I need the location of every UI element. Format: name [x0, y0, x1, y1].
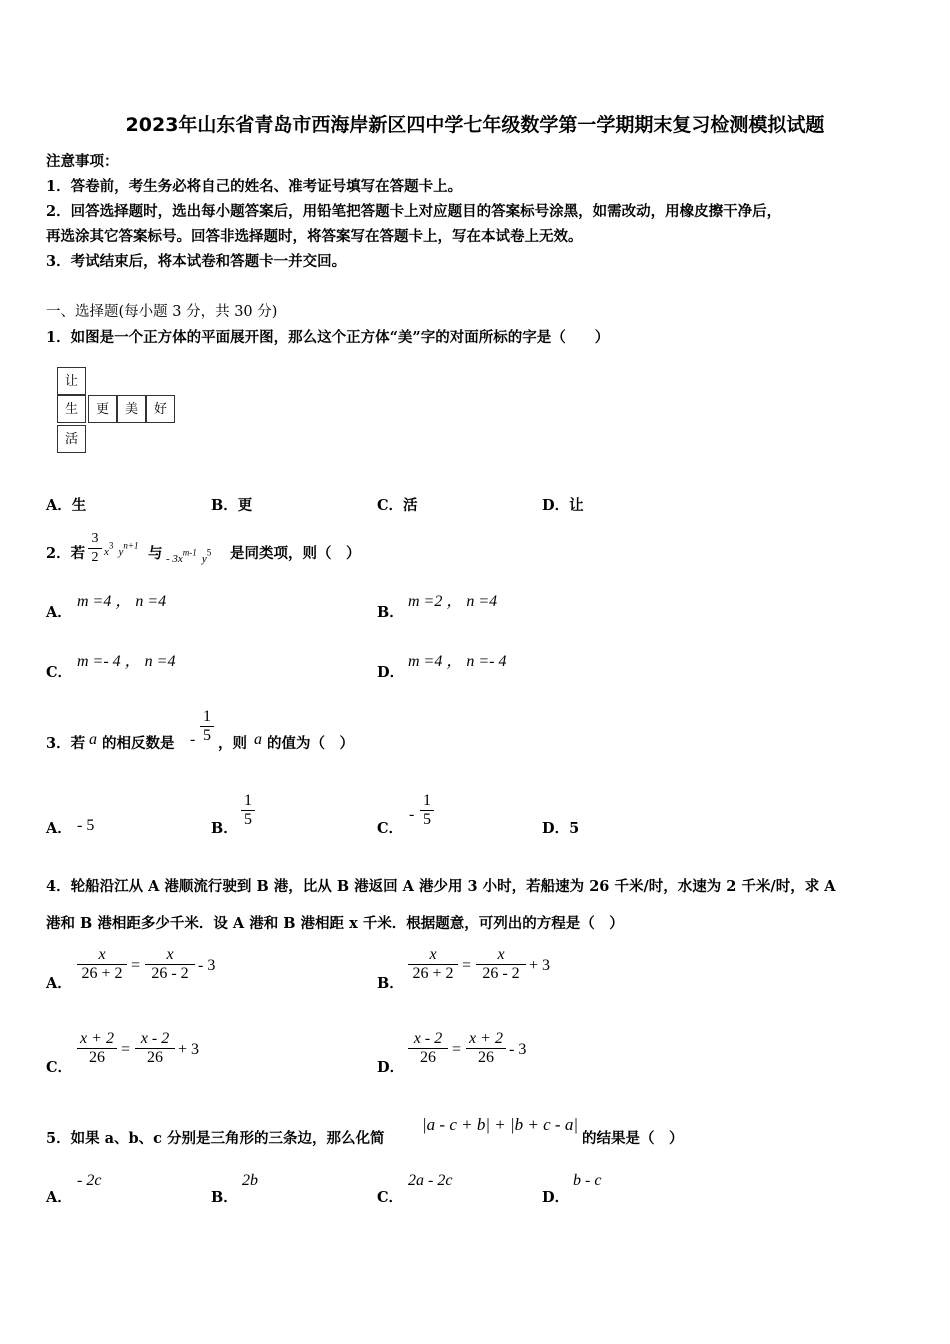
q3-fraction: [200, 708, 214, 745]
q4-a-tail: - 3: [198, 957, 216, 974]
q4-a-eq: =: [131, 957, 141, 974]
q4-b-frac-2: [476, 946, 526, 983]
q4-d-tail: - 3: [509, 1041, 527, 1058]
q4-option-b-label: B．: [377, 975, 404, 992]
q5-option-b-value: 2b: [242, 1172, 258, 1189]
q4-a-n1: x: [98, 946, 106, 963]
q2-term2-y: y: [201, 553, 207, 565]
q4-c-n2: x - 2: [140, 1030, 170, 1047]
q3-suffix: 的值为（ ）: [267, 735, 354, 752]
q2-term1-xexp: 3: [108, 540, 114, 551]
q5-option-c-label: C．: [377, 1189, 404, 1206]
q4-d-d2: 26: [478, 1049, 494, 1066]
section-heading: 一、选择题(每小题 3 分，共 30 分): [46, 304, 278, 320]
q4-c-eq: =: [121, 1041, 131, 1058]
q3-var2: a: [254, 731, 262, 748]
q4-a-n2: x: [166, 946, 174, 963]
q2-mid: 与: [148, 545, 163, 562]
q2-term2-coef: - 3x: [166, 553, 183, 565]
q3-var: a: [89, 731, 97, 748]
q5-suffix: 的结果是（ ）: [582, 1130, 684, 1147]
q3-option-a-value: - 5: [77, 817, 95, 834]
q3-frac-den: 5: [203, 727, 211, 744]
q4-option-c-label: C．: [46, 1059, 73, 1076]
q1-stem: 1．如图是一个正方体的平面展开图，那么这个正方体“美”字的对面所标的字是（ ）: [46, 329, 610, 346]
q4-d-d1: 26: [420, 1049, 436, 1066]
q3-mid: 的相反数是: [102, 735, 175, 752]
q5-option-a-label: A．: [46, 1189, 72, 1206]
q2-term2-yexp: 5: [206, 547, 212, 558]
q4-c-d2: 26: [147, 1049, 163, 1066]
q4-b-frac-1: [408, 946, 458, 983]
q3-prefix: 3．若: [46, 735, 86, 752]
q4-option-a-label: A．: [46, 975, 72, 992]
q4-b-d2: 26 - 2: [482, 965, 520, 982]
q3-b-num: 1: [244, 792, 252, 809]
q4-line-1: 4．轮船沿江从 A 港顺流行驶到 B 港，比从 B 港返回 A 港少用 3 小时，若船速为 26 千米/时，水速为 2 千米/时，求 A: [46, 878, 836, 895]
net-cell-2: 更: [88, 395, 117, 423]
q1-option-d: D．让: [542, 497, 584, 514]
q2-term1: [104, 540, 138, 559]
q1-option-a: A．生: [46, 497, 87, 514]
q4-option-d-label: D．: [377, 1059, 405, 1076]
q2-frac-den: 2: [91, 550, 99, 565]
q1-option-b: B．更: [211, 497, 253, 514]
page-title: 2023年山东省青岛市西海岸新区四中学七年级数学第一学期期末复习检测模拟试题: [125, 114, 825, 136]
q2-option-b-value: m =2 ， n =4: [408, 593, 498, 610]
q5-prefix: 5．如果 a、b、c 分别是三角形的三条边，那么化简: [46, 1130, 385, 1147]
q4-c-tail: + 3: [178, 1041, 200, 1058]
q3-option-b-label: B．: [211, 820, 238, 837]
q2-prefix: 2．若: [46, 545, 86, 562]
notice-item-2b: 再选涂其它答案标号。回答非选择题时，将答案写在答题卡上，写在本试卷上无效。: [46, 228, 583, 245]
q4-d-n1: x - 2: [413, 1030, 443, 1047]
q2-frac-num: 3: [91, 531, 99, 546]
net-cell-left: 生: [57, 395, 86, 423]
q3-b-den: 5: [244, 811, 252, 828]
q4-c-frac-2: [135, 1030, 175, 1067]
q4-a-d1: 26 + 2: [81, 965, 123, 982]
q4-b-tail: + 3: [529, 957, 551, 974]
q4-b-n1: x: [429, 946, 437, 963]
q3-c-den: 5: [423, 811, 431, 828]
q2-option-a-value: m =4 ， n =4: [77, 593, 167, 610]
q2-option-b-label: B．: [377, 604, 404, 621]
q2-term2-xexp: m-1: [182, 547, 197, 558]
q4-c-frac-1: [77, 1030, 117, 1067]
notice-heading: 注意事项：: [46, 153, 119, 170]
q2-option-a-label: A．: [46, 604, 72, 621]
q4-a-frac-2: [145, 946, 195, 983]
q2-term1-x: x: [104, 546, 109, 558]
q5-option-d-value: b - c: [573, 1172, 602, 1189]
net-cell-4: 好: [146, 395, 175, 423]
q3-c-num: 1: [423, 792, 431, 809]
q2-option-c-value: m =- 4 ， n =4: [77, 653, 176, 670]
q3-option-c-neg: -: [409, 806, 415, 823]
q5-option-a-value: - 2c: [77, 1172, 102, 1189]
q2-option-d-value: m =4 ， n =- 4: [408, 653, 507, 670]
notice-item-3: 3．考试结束后，将本试卷和答题卡一并交回。: [46, 253, 347, 270]
q3-option-c-fraction: [420, 792, 434, 829]
q4-d-frac-2: [466, 1030, 506, 1067]
notice-item-1: 1．答卷前，考生务必将自己的姓名、准考证号填写在答题卡上。: [46, 178, 463, 195]
q3-option-b-fraction: [241, 792, 255, 829]
q2-fraction: [88, 530, 102, 567]
q2-term1-y: y: [118, 546, 124, 558]
q3-neg: -: [190, 731, 196, 748]
q4-line-2: 港和 B 港相距多少千米．设 A 港和 B 港相距 x 千米．根据题意，可列出的方程是（ ）: [46, 915, 624, 932]
q2-term2: [166, 547, 211, 566]
net-cell-3: 美: [117, 395, 146, 423]
q2-option-d-label: D．: [377, 664, 405, 681]
q4-d-n2: x + 2: [469, 1030, 503, 1047]
q4-d-frac-1: [408, 1030, 448, 1067]
q1-option-c: C．活: [377, 497, 418, 514]
q3-option-c-label: C．: [377, 820, 404, 837]
q4-d-eq: =: [452, 1041, 462, 1058]
q3-option-d: D．5: [542, 820, 580, 837]
net-cell-bottom: 活: [57, 425, 86, 453]
q4-b-n2: x: [497, 946, 505, 963]
notice-item-2a: 2．回答选择题时，选出每小题答案后，用铅笔把答题卡上对应题目的答案标号涂黑，如需改动，用橡皮擦干净后，: [46, 203, 782, 220]
q4-c-n1: x + 2: [80, 1030, 114, 1047]
q4-a-d2: 26 - 2: [151, 965, 189, 982]
q2-suffix: 是同类项，则（ ）: [230, 545, 361, 562]
q3-frac-num: 1: [203, 708, 211, 725]
net-cell-top: 让: [57, 367, 86, 395]
q5-option-b-label: B．: [211, 1189, 238, 1206]
q5-option-c-value: 2a - 2c: [408, 1172, 453, 1189]
q3-option-a-label: A．: [46, 820, 72, 837]
q4-a-frac-1: [77, 946, 127, 983]
q5-option-d-label: D．: [542, 1189, 570, 1206]
q3-mid2: ，则: [218, 735, 247, 752]
q2-term1-yexp: n+1: [123, 540, 139, 551]
q4-c-d1: 26: [89, 1049, 105, 1066]
q4-b-d1: 26 + 2: [412, 965, 454, 982]
q5-expression: |a - c + b| + |b + c - a|: [422, 1115, 579, 1134]
q2-option-c-label: C．: [46, 664, 73, 681]
q4-b-eq: =: [462, 957, 472, 974]
